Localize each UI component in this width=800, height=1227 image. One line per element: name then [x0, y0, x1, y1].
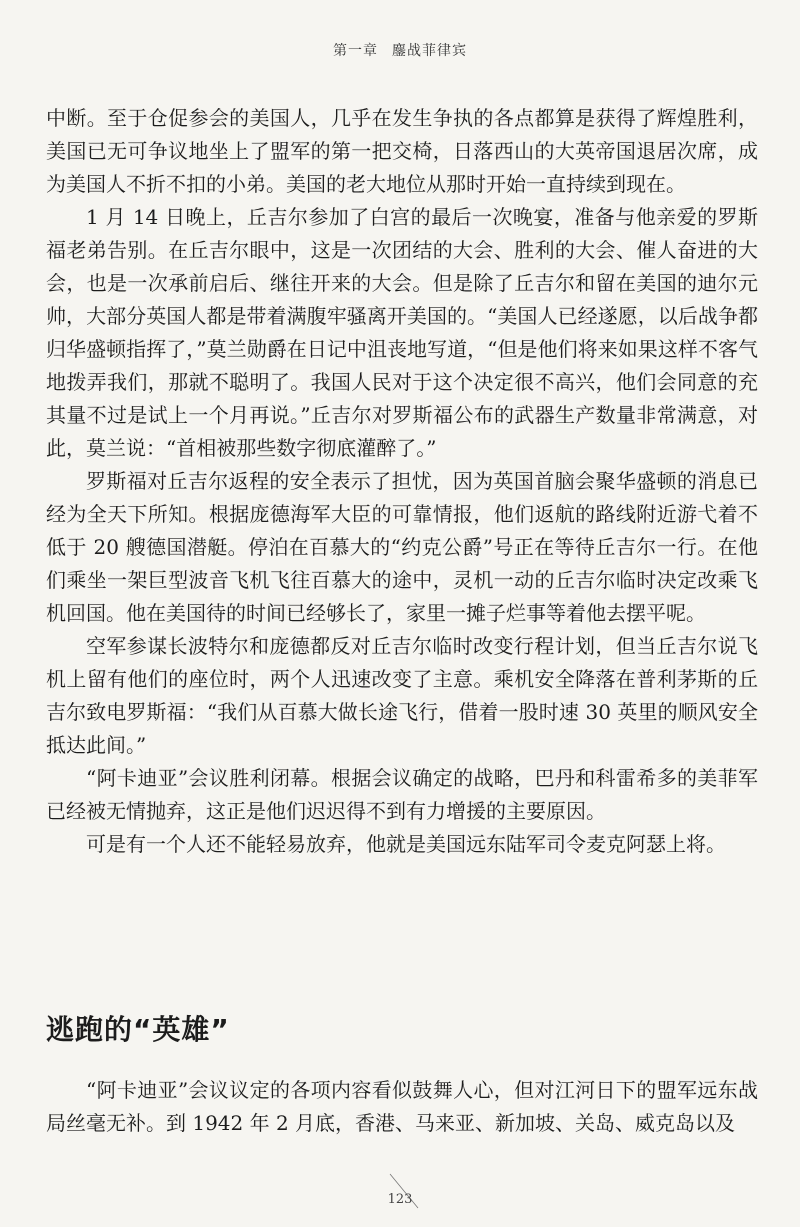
paragraph: 中断。至于仓促参会的美国人，几乎在发生争执的各点都算是获得了辉煌胜利，美国已无可争议地坐上了盟军的第一把交椅，日落西山的大英帝国退居次席，成为美国人不折不扣的小弟。美国的老大地位从那时开始一直持续到现在。: [46, 106, 758, 196]
chapter-title: 鏖战菲律宾: [392, 43, 467, 59]
paragraph: “阿卡迪亚”会议胜利闭幕。根据会议确定的战略，巴丹和科雷希多的美菲军已经被无情抛弃，这正是他们迟迟得不到有力增援的主要原因。: [46, 766, 758, 823]
paragraph: 1 月 14 日晚上，丘吉尔参加了白宫的最后一次晚宴，准备与他亲爱的罗斯福老弟告别。在丘吉尔眼中，这是一次团结的大会、胜利的大会、催人奋进的大会，也是一次承前启后、继往开来的大会。但是除了丘吉尔和留在美国的迪尔元帅，大部分英国人都是带着满腹牢骚离开美国的。“美国人已经遂愿，以后战争都归华盛顿指挥了，”莫兰勋爵在日记中沮丧地写道，“但是他们将来如果这样不客气地拨弄我们，那就不聪明了。我国人民对于这个决定很不高兴，他们会同意的充其量不过是试上一个月再说。”丘吉尔对罗斯福公布的武器生产数量非常满意，对此，莫兰说：“首相被那些数字彻底灌醉了。”: [46, 205, 758, 460]
section-heading: 逃跑的“英雄”: [46, 1013, 230, 1046]
body-text: [46, 102, 758, 861]
paragraph: 可是有一个人还不能轻易放弃，他就是美国远东陆军司令麦克阿瑟上将。: [86, 832, 726, 856]
paragraph: “阿卡迪亚”会议议定的各项内容看似鼓舞人心，但对江河日下的盟军远东战局丝毫无补。到 1942 年 2 月底，香港、马来亚、新加坡、关岛、威克岛以及: [46, 1078, 758, 1135]
chapter-number: 第一章: [333, 43, 378, 59]
running-head: [0, 40, 800, 60]
page-number: 123: [387, 1192, 413, 1207]
paragraph: 罗斯福对丘吉尔返程的安全表示了担忧，因为英国首脑会聚华盛顿的消息已经为全天下所知。根据庞德海军大臣的可靠情报，他们返航的路线附近游弋着不低于 20 艘德国潜艇。停泊在百慕大的“约克公爵”号正在等待丘吉尔一行。在他们乘坐一架巨型波音飞机飞往百慕大的途中，灵机一动的丘吉尔临时决定改乘飞机回国。他在美国待的时间已经够长了，家里一摊子烂事等着他去摆平呢。: [46, 469, 758, 625]
paragraph: 空军参谋长波特尔和庞德都反对丘吉尔临时改变行程计划，但当丘吉尔说飞机上留有他们的座位时，两个人迅速改变了主意。乘机安全降落在普利茅斯的丘吉尔致电罗斯福：“我们从百慕大做长途飞行，借着一股时速 30 英里的顺风安全抵达此间。”: [46, 634, 758, 757]
section-body-text: [46, 1074, 758, 1140]
